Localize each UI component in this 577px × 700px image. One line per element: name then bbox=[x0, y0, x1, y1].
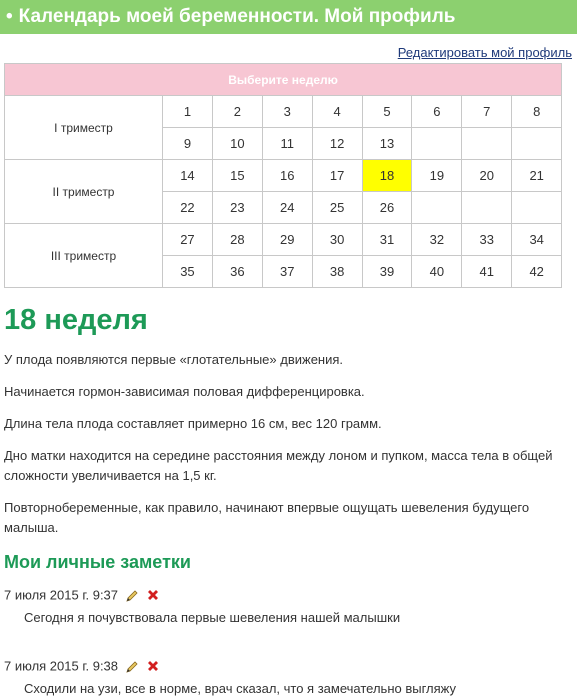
week-row bbox=[5, 224, 562, 256]
note-text: Сходили на узи, все в норме, врач сказал, что я замечательно выгляжу bbox=[24, 681, 457, 696]
week-cell[interactable]: 7 bbox=[462, 96, 512, 128]
week-cell[interactable]: 31 bbox=[362, 224, 412, 256]
week-cell[interactable]: 6 bbox=[412, 96, 462, 128]
empty-cell bbox=[412, 192, 462, 224]
week-selector-table bbox=[4, 63, 562, 288]
week-title: 18 неделя bbox=[4, 304, 148, 336]
week-cell[interactable]: 23 bbox=[212, 192, 262, 224]
week-paragraph: Дно матки находится на середине расстояния между лоном и пупком, масса тела в общей сложности увеличивается на 1,5 кг. bbox=[4, 448, 553, 483]
trimester-label: III триместр bbox=[5, 224, 163, 288]
week-paragraph: Начинается гормон-зависимая половая дифференцировка. bbox=[4, 384, 365, 399]
week-cell[interactable]: 15 bbox=[212, 160, 262, 192]
week-selector-caption: Выберите неделю bbox=[5, 64, 562, 96]
empty-cell bbox=[462, 192, 512, 224]
week-cell[interactable]: 34 bbox=[512, 224, 562, 256]
week-cell[interactable]: 36 bbox=[212, 256, 262, 288]
empty-cell bbox=[512, 128, 562, 160]
note-date: 7 июля 2015 г. 9:37 bbox=[4, 587, 119, 603]
week-cell[interactable]: 11 bbox=[262, 128, 312, 160]
note-date: 7 июля 2015 г. 9:38 bbox=[4, 658, 119, 674]
week-cell[interactable]: 5 bbox=[362, 96, 412, 128]
week-row bbox=[5, 160, 562, 192]
page-title: Календарь моей беременности. Мой профиль bbox=[18, 6, 456, 27]
week-cell[interactable]: 32 bbox=[412, 224, 462, 256]
edit-profile-link[interactable]: Редактировать мой профиль bbox=[397, 45, 572, 60]
week-paragraph: Длина тела плода составляет примерно 16 см, вес 120 грамм. bbox=[4, 416, 382, 431]
week-cell[interactable]: 38 bbox=[312, 256, 362, 288]
week-cell[interactable]: 22 bbox=[163, 192, 213, 224]
week-cell[interactable]: 16 bbox=[262, 160, 312, 192]
week-cell[interactable]: 29 bbox=[262, 224, 312, 256]
week-cell[interactable]: 40 bbox=[412, 256, 462, 288]
page-header bbox=[0, 0, 577, 34]
note-item bbox=[4, 657, 569, 696]
week-cell[interactable]: 4 bbox=[312, 96, 362, 128]
delete-icon[interactable] bbox=[145, 659, 161, 675]
empty-cell bbox=[462, 128, 512, 160]
week-cell[interactable]: 28 bbox=[212, 224, 262, 256]
pencil-icon[interactable] bbox=[124, 659, 140, 675]
week-cell[interactable]: 26 bbox=[362, 192, 412, 224]
week-cell[interactable]: 9 bbox=[163, 128, 213, 160]
week-cell-selected[interactable]: 18 bbox=[362, 160, 412, 192]
pencil-icon[interactable] bbox=[124, 588, 140, 604]
week-cell[interactable]: 19 bbox=[412, 160, 462, 192]
week-paragraph: Повторнобеременные, как правило, начинают впервые ощущать шевеления будущего малыша. bbox=[4, 500, 530, 535]
week-cell[interactable]: 3 bbox=[262, 96, 312, 128]
trimester-label: I триместр bbox=[5, 96, 163, 160]
week-cell[interactable]: 37 bbox=[262, 256, 312, 288]
week-cell[interactable]: 24 bbox=[262, 192, 312, 224]
trimester-label: II триместр bbox=[5, 160, 163, 224]
week-cell[interactable]: 13 bbox=[362, 128, 412, 160]
week-cell[interactable]: 1 bbox=[163, 96, 213, 128]
week-cell[interactable]: 30 bbox=[312, 224, 362, 256]
delete-icon[interactable] bbox=[145, 588, 161, 604]
week-row bbox=[5, 96, 562, 128]
week-cell[interactable]: 14 bbox=[163, 160, 213, 192]
week-cell[interactable]: 41 bbox=[462, 256, 512, 288]
week-cell[interactable]: 17 bbox=[312, 160, 362, 192]
empty-cell bbox=[412, 128, 462, 160]
week-cell[interactable]: 10 bbox=[212, 128, 262, 160]
note-text: Сегодня я почувствовала первые шевеления нашей малышки bbox=[24, 610, 401, 625]
week-cell[interactable]: 21 bbox=[512, 160, 562, 192]
week-cell[interactable]: 35 bbox=[163, 256, 213, 288]
week-description bbox=[4, 350, 569, 550]
week-cell[interactable]: 2 bbox=[212, 96, 262, 128]
week-paragraph: У плода появляются первые «глотательные» движения. bbox=[4, 352, 344, 367]
week-cell[interactable]: 12 bbox=[312, 128, 362, 160]
week-cell[interactable]: 20 bbox=[462, 160, 512, 192]
week-cell[interactable]: 39 bbox=[362, 256, 412, 288]
header-bullet: • bbox=[6, 6, 13, 27]
notes-title: Мои личные заметки bbox=[4, 552, 191, 572]
note-item bbox=[4, 586, 569, 625]
week-cell[interactable]: 42 bbox=[512, 256, 562, 288]
empty-cell bbox=[512, 192, 562, 224]
week-cell[interactable]: 33 bbox=[462, 224, 512, 256]
week-cell[interactable]: 8 bbox=[512, 96, 562, 128]
week-cell[interactable]: 27 bbox=[163, 224, 213, 256]
week-cell[interactable]: 25 bbox=[312, 192, 362, 224]
